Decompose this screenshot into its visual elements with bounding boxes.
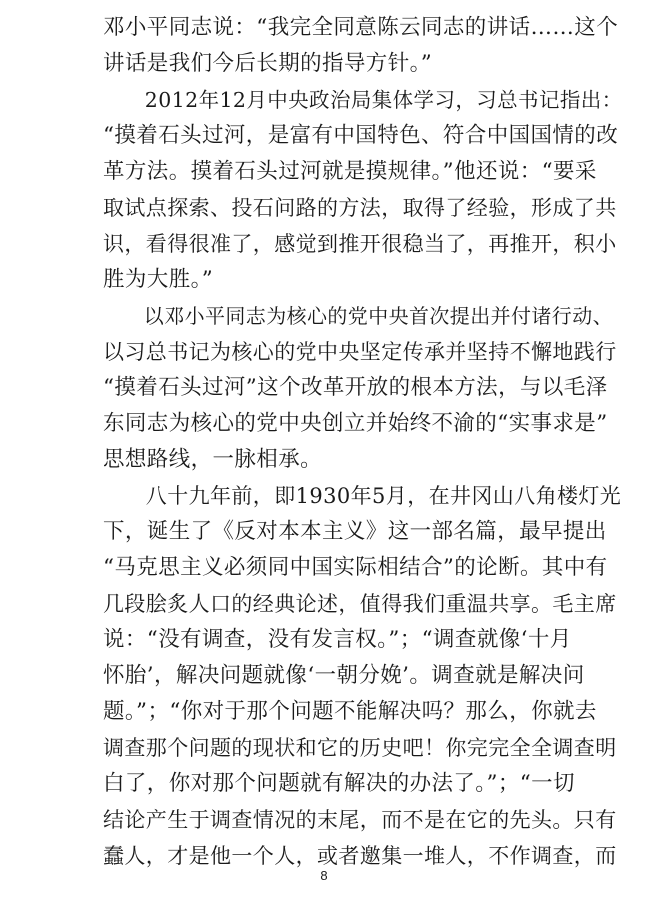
text-line: 邓小平同志说：“我完全同意陈云同志的讲话……这个 <box>103 15 619 40</box>
text-line: 识，看得很准了，感觉到推开很稳当了，再推开，积小 <box>103 232 617 256</box>
text-line: 胜为大胜。” <box>103 267 214 292</box>
text-line: “摸着石头过河，是富有中国特色、符合中国国情的改 <box>103 123 619 148</box>
text-line: 八十九年前，即1930年5月，在井冈山八角楼灯光 <box>103 484 622 508</box>
text-line: “摸着石头过河”这个改革开放的根本方法，与以毛泽 <box>103 375 608 400</box>
text-line: 说：“没有调查，没有发言权。”；“调查就像‘十月 <box>103 627 572 652</box>
text-line: 蠢人，才是他一个人，或者邀集一堆人，不作调查，而 <box>103 844 617 868</box>
text-line: 题。”；“你对于那个问题不能解决吗？那么，你就去 <box>103 699 597 724</box>
text-line: 结论产生于调查情况的末尾，而不是在它的先头。只有 <box>103 808 617 832</box>
text-line: 下，诞生了《反对本本主义》这一部名篇，最早提出 <box>103 519 607 544</box>
text-line: 以习总书记为核心的党中央坚定传承并坚持不懈地践行 <box>103 340 617 364</box>
text-line: 东同志为核心的党中央创立并始终不渝的“实事求是” <box>103 411 608 436</box>
text-line: 几段脍炙人口的经典论述，值得我们重温共享。毛主席 <box>103 592 617 616</box>
text-line: 思想路线，一脉相承。 <box>103 447 323 472</box>
text-line: “马克思主义必须同中国实际相结合”的论断。其中有 <box>103 555 608 580</box>
text-line: 怀胎’，解决问题就像‘一朝分娩’。调查就是解决问 <box>103 663 585 688</box>
page-number: 8 <box>320 868 328 883</box>
text-line: 调查那个问题的现状和它的历史吧！你完完全全调查明 <box>103 736 617 760</box>
text-line: 革方法。摸着石头过河就是摸规律。”他还说：“要采 <box>103 159 597 184</box>
text-line: 白了，你对那个问题就有解决的办法了。”；“一切 <box>103 771 575 796</box>
text-line: 讲话是我们今后长期的指导方针。” <box>103 51 433 76</box>
text-line: 2012年12月中央政治局集体学习，习总书记指出： <box>103 88 623 112</box>
text-line: 以邓小平同志为核心的党中央首次提出并付诸行动、 <box>103 304 613 328</box>
text-line: 取试点探索、投石问路的方法，取得了经验，形成了共 <box>103 196 617 220</box>
